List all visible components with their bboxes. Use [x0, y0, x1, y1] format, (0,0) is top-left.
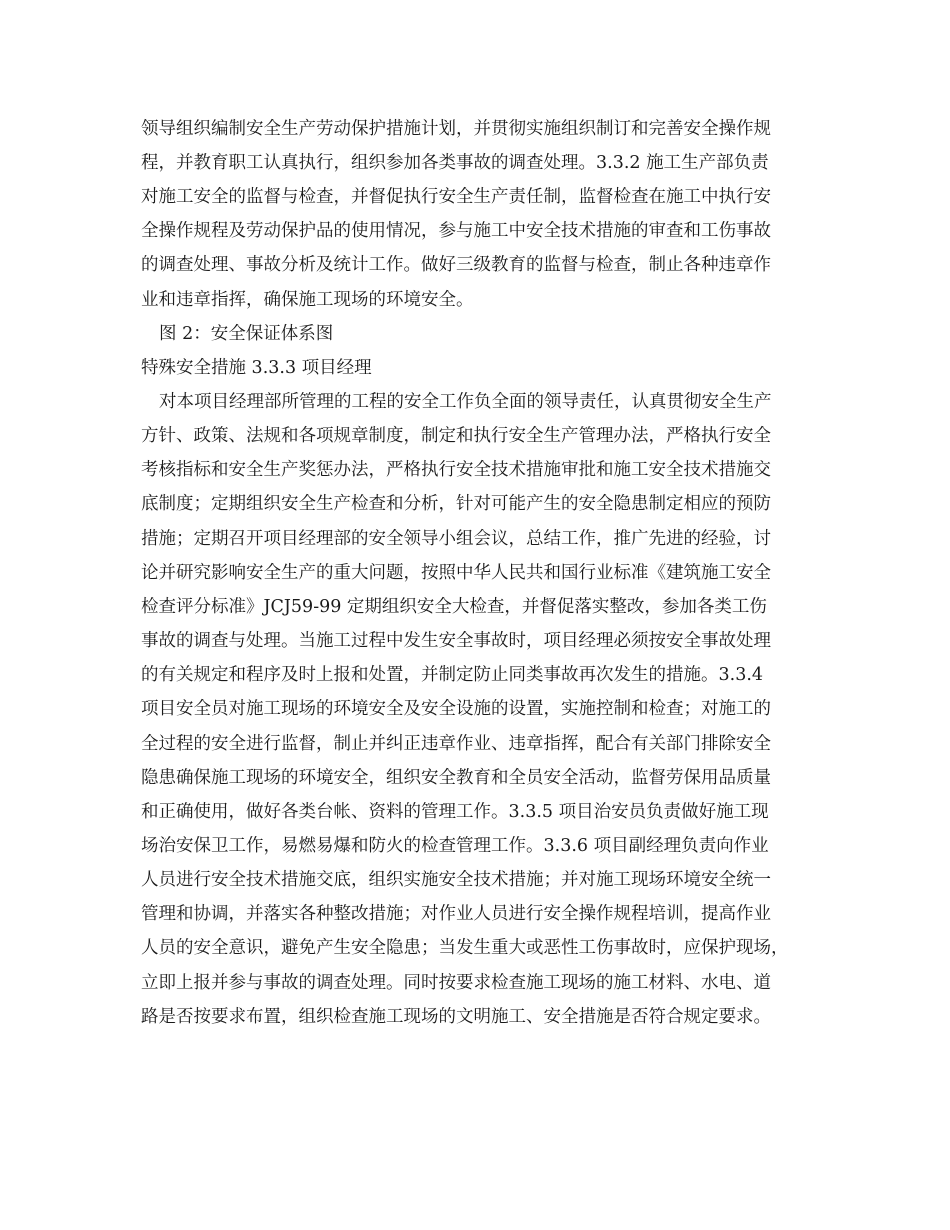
text-line: 的调查处理、事故分析及统计工作。做好三级教育的监督与检查，制止各种违章作: [141, 255, 771, 275]
figure-caption: 图 2：安全保证体系图: [159, 324, 334, 344]
text-line: 事故的调查与处理。当施工过程中发生安全事故时，项目经理必须按安全事故处理: [141, 631, 771, 651]
text-line: 人员的安全意识，避免产生安全隐患；当发生重大或恶性工伤事故时，应保护现场，: [141, 938, 789, 958]
text-line: 管理和协调，并落实各种整改措施；对作业人员进行安全操作规程培训，提高作业: [141, 904, 771, 924]
text-line: 立即上报并参与事故的调查处理。同时按要求检查施工现场的施工材料、水电、道: [141, 973, 771, 993]
text-line: 和正确使用，做好各类台帐、资料的管理工作。3.3.5 项目治安员负责做好施工现: [141, 802, 769, 822]
text-line: 人员进行安全技术措施交底，组织实施安全技术措施；并对施工现场环境安全统一: [141, 870, 771, 890]
text-line: 隐患确保施工现场的环境安全，组织安全教育和全员安全活动，监督劳保用品质量: [141, 768, 771, 788]
text-line: 检查评分标准》JCJ59-99 定期组织安全大检查，并督促落实整改，参加各类工伤: [141, 597, 767, 617]
text-line: 底制度；定期组织安全生产检查和分析，针对可能产生的安全隐患制定相应的预防: [141, 494, 771, 514]
text-line: 论并研究影响安全生产的重大问题，按照中华人民共和国行业标准《建筑施工安全: [141, 563, 771, 583]
text-line: 路是否按要求布置，组织检查施工现场的文明施工、安全措施是否符合规定要求。: [141, 1007, 771, 1027]
text-line: 全过程的安全进行监督，制止并纠正违章作业、违章指挥，配合有关部门排除安全: [141, 734, 771, 754]
text-line: 全操作规程及劳动保护品的使用情况，参与施工中安全技术措施的审查和工伤事故: [141, 221, 771, 241]
text-line: 业和违章指挥，确保施工现场的环境安全。: [141, 290, 474, 310]
text-line: 考核指标和安全生产奖惩办法，严格执行安全技术措施审批和施工安全技术措施交: [141, 460, 771, 480]
section-heading: 特殊安全措施 3.3.3 项目经理: [141, 358, 372, 378]
text-line: 项目安全员对施工现场的环境安全及安全设施的设置，实施控制和检查；对施工的: [141, 699, 771, 719]
text-line: 措施；定期召开项目经理部的安全领导小组会议，总结工作，推广先进的经验，讨: [141, 529, 771, 549]
text-line: 领导组织编制安全生产劳动保护措施计划，并贯彻实施组织制订和完善安全操作规: [141, 119, 771, 139]
text-line: 对施工安全的监督与检查，并督促执行安全生产责任制，监督检查在施工中执行安: [141, 187, 771, 207]
text-line: 程，并教育职工认真执行，组织参加各类事故的调查处理。3.3.2 施工生产部负责: [141, 153, 769, 173]
text-line: 场治安保卫工作，易燃易爆和防火的检查管理工作。3.3.6 项目副经理负责向作业: [141, 836, 769, 856]
text-line: 对本项目经理部所管理的工程的安全工作负全面的领导责任，认真贯彻安全生产: [159, 392, 772, 412]
text-line: 方针、政策、法规和各项规章制度，制定和执行安全生产管理办法，严格执行安全: [141, 426, 771, 446]
text-line: 的有关规定和程序及时上报和处置，并制定防止同类事故再次发生的措施。3.3.4: [141, 665, 764, 685]
